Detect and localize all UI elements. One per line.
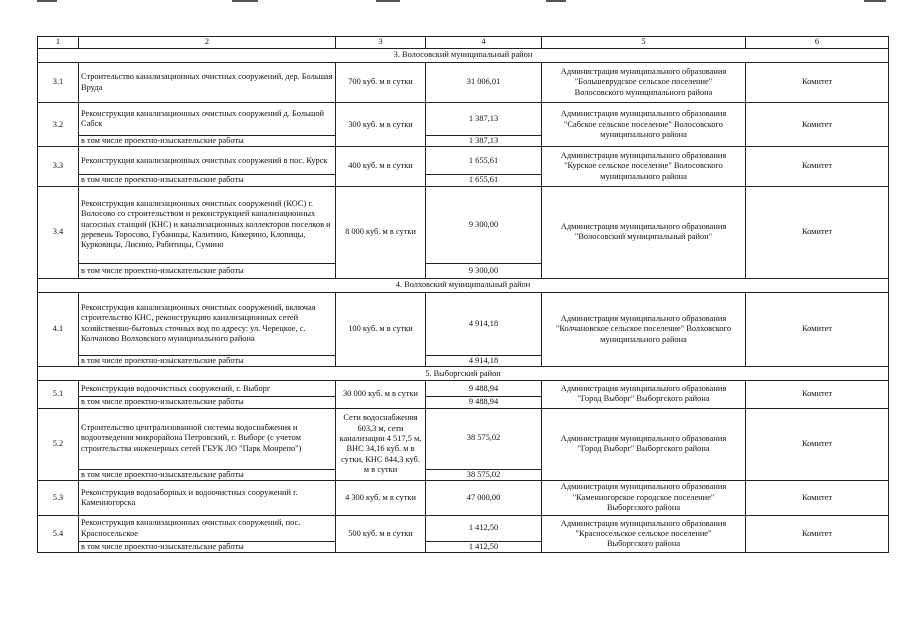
capacity: 8 000 куб. м в сутки xyxy=(336,186,426,278)
section-title: 5. Выборгский район xyxy=(38,367,889,381)
design-works-label: в том числе проектно-изыскательские работы xyxy=(79,175,336,186)
amount: 47 000,00 xyxy=(426,481,542,516)
section-row xyxy=(38,367,889,381)
table-row xyxy=(38,292,889,355)
capacity: 4 300 куб. м в сутки xyxy=(336,481,426,516)
table-row xyxy=(38,516,889,542)
administration: Администрация муниципального образования "Большеврудское сельское поселение" Волосовского муниципального района xyxy=(542,63,746,103)
section-row xyxy=(38,49,889,63)
table-row xyxy=(38,481,889,516)
col-header: 5 xyxy=(542,37,746,49)
amount: 1 412,50 xyxy=(426,516,542,542)
design-works-label: в том числе проектно-изыскательские работы xyxy=(79,542,336,553)
administration: Администрация муниципального образования "Город Выборг" Выборгского района xyxy=(542,381,746,408)
col-header: 1 xyxy=(38,37,79,49)
table-row xyxy=(38,408,889,469)
table-row xyxy=(38,103,889,136)
design-works-label: в том числе проектно-изыскательские работы xyxy=(79,355,336,366)
object-name: Реконструкция водозаборных и водоочистных сооружений г. Каменногорска xyxy=(79,481,336,516)
administration: Администрация муниципального образования "Каменногорское городское поселение" Выборгского района xyxy=(542,481,746,516)
col-header: 4 xyxy=(426,37,542,49)
design-works-label: в том числе проектно-изыскательские работы xyxy=(79,263,336,278)
amount: 1 387,13 xyxy=(426,103,542,136)
section-title: 4. Волховский муниципальный район xyxy=(38,278,889,292)
design-works-amount: 1 412,50 xyxy=(426,542,542,553)
capacity: 300 куб. м в сутки xyxy=(336,103,426,147)
table-row xyxy=(38,381,889,397)
row-number: 3.1 xyxy=(38,63,79,103)
capacity: 30 000 куб. м в сутки xyxy=(336,381,426,408)
row-number: 3.3 xyxy=(38,147,79,186)
object-name: Строительство канализационных очистных сооружений, дер. Большая Вруда xyxy=(79,63,336,103)
object-name: Строительство централизованной системы водоснабжения и водоотведения микрорайона Петровский, г. Выборг (с учетом строительства инженерных сетей ГБУК ЛО "Парк Монрепо") xyxy=(79,408,336,469)
executor: Комитет xyxy=(746,103,889,147)
administration: Администрация муниципального образования "Колчановское сельское поселение" Волховского муниципального района xyxy=(542,292,746,366)
col-header: 2 xyxy=(79,37,336,49)
object-name: Реконструкция канализационных очистных сооружений, пос. Красносельское xyxy=(79,516,336,542)
executor: Комитет xyxy=(746,63,889,103)
design-works-label: в том числе проектно-изыскательские работы xyxy=(79,397,336,408)
table-row xyxy=(38,147,889,175)
administration: Администрация муниципального образования "Сабское сельское поселение" Волосовского муниципального района xyxy=(542,103,746,147)
executor: Комитет xyxy=(746,292,889,366)
capacity: 400 куб. м в сутки xyxy=(336,147,426,186)
amount: 9 488,94 xyxy=(426,381,542,397)
row-number: 3.2 xyxy=(38,103,79,147)
capacity: 700 куб. м в сутки xyxy=(336,63,426,103)
amount: 38 575,02 xyxy=(426,408,542,469)
design-works-amount: 4 914,18 xyxy=(426,355,542,366)
administration: Администрация муниципального образования "Город Выборг" Выборгского района xyxy=(542,408,746,480)
executor: Комитет xyxy=(746,408,889,480)
row-number: 5.3 xyxy=(38,481,79,516)
amount: 1 655,61 xyxy=(426,147,542,175)
row-number: 3.4 xyxy=(38,186,79,278)
capacity: Сети водоснабжения 603,3 м, сети канализации 4 517,5 м, ВНС 34,16 куб. м в сутки, КНС 844,3 куб. м в сутки xyxy=(336,408,426,480)
object-name: Реконструкция канализационных очистных сооружений в пос. Курск xyxy=(79,147,336,175)
col-header: 6 xyxy=(746,37,889,49)
design-works-amount: 9 300,00 xyxy=(426,263,542,278)
scan-edge-line xyxy=(376,0,400,2)
table-row xyxy=(38,186,889,263)
table-row xyxy=(38,63,889,103)
scan-edge-line xyxy=(232,0,258,2)
object-name: Реконструкция канализационных очистных сооружений д. Большой Сабск xyxy=(79,103,336,136)
row-number: 5.2 xyxy=(38,408,79,480)
row-number: 4.1 xyxy=(38,292,79,366)
capacity: 500 куб. м в сутки xyxy=(336,516,426,553)
object-name: Реконструкция водоочистных сооружений, г. Выборг xyxy=(79,381,336,397)
executor: Комитет xyxy=(746,481,889,516)
object-name: Реконструкция канализационных очистных сооружений (КОС) г. Волосово со строительством и реконструкцией канализационных насосных станций (КНС) и канализационных коллекторов поселков и деревень Торосово, Губаницы, Калитино, Кикерино, Клопицы, Курковицы, Лисино, Рабитицы, Сумино xyxy=(79,186,336,263)
design-works-label: в том числе проектно-изыскательские работы xyxy=(79,136,336,147)
row-number: 5.4 xyxy=(38,516,79,553)
amount: 4 914,18 xyxy=(426,292,542,355)
executor: Комитет xyxy=(746,381,889,408)
design-works-label: в том числе проектно-изыскательские работы xyxy=(79,469,336,480)
design-works-amount: 9 488,94 xyxy=(426,397,542,408)
executor: Комитет xyxy=(746,516,889,553)
col-header: 3 xyxy=(336,37,426,49)
executor: Комитет xyxy=(746,147,889,186)
program-table xyxy=(37,36,889,553)
administration: Администрация муниципального образования "Красносельское сельское поселение" Выборгского района xyxy=(542,516,746,553)
administration: Администрация муниципального образования "Волосовский муниципальный район" xyxy=(542,186,746,278)
capacity: 100 куб. м в сутки xyxy=(336,292,426,366)
amount: 31 006,01 xyxy=(426,63,542,103)
section-title: 3. Волосовский муниципальный район xyxy=(38,49,889,63)
design-works-amount: 1 655,61 xyxy=(426,175,542,186)
design-works-amount: 38 575,02 xyxy=(426,469,542,480)
scan-edge-line xyxy=(546,0,566,2)
row-number: 5.1 xyxy=(38,381,79,408)
scan-edge-line xyxy=(864,0,886,2)
header-row xyxy=(38,37,889,49)
amount: 9 300,00 xyxy=(426,186,542,263)
section-row xyxy=(38,278,889,292)
object-name: Реконструкция канализационных очистных сооружений, включая строительство КНС, реконструкцию канализационных сетей хозяйственно-бытовых сточных вод по адресу: ул. Черецкое, с. Колчаново Волховского муниципального района xyxy=(79,292,336,355)
administration: Администрация муниципального образования "Курское сельское поселение" Волосовского муниципального района xyxy=(542,147,746,186)
scan-edge-line xyxy=(37,0,57,2)
executor: Комитет xyxy=(746,186,889,278)
design-works-amount: 1 387,13 xyxy=(426,136,542,147)
